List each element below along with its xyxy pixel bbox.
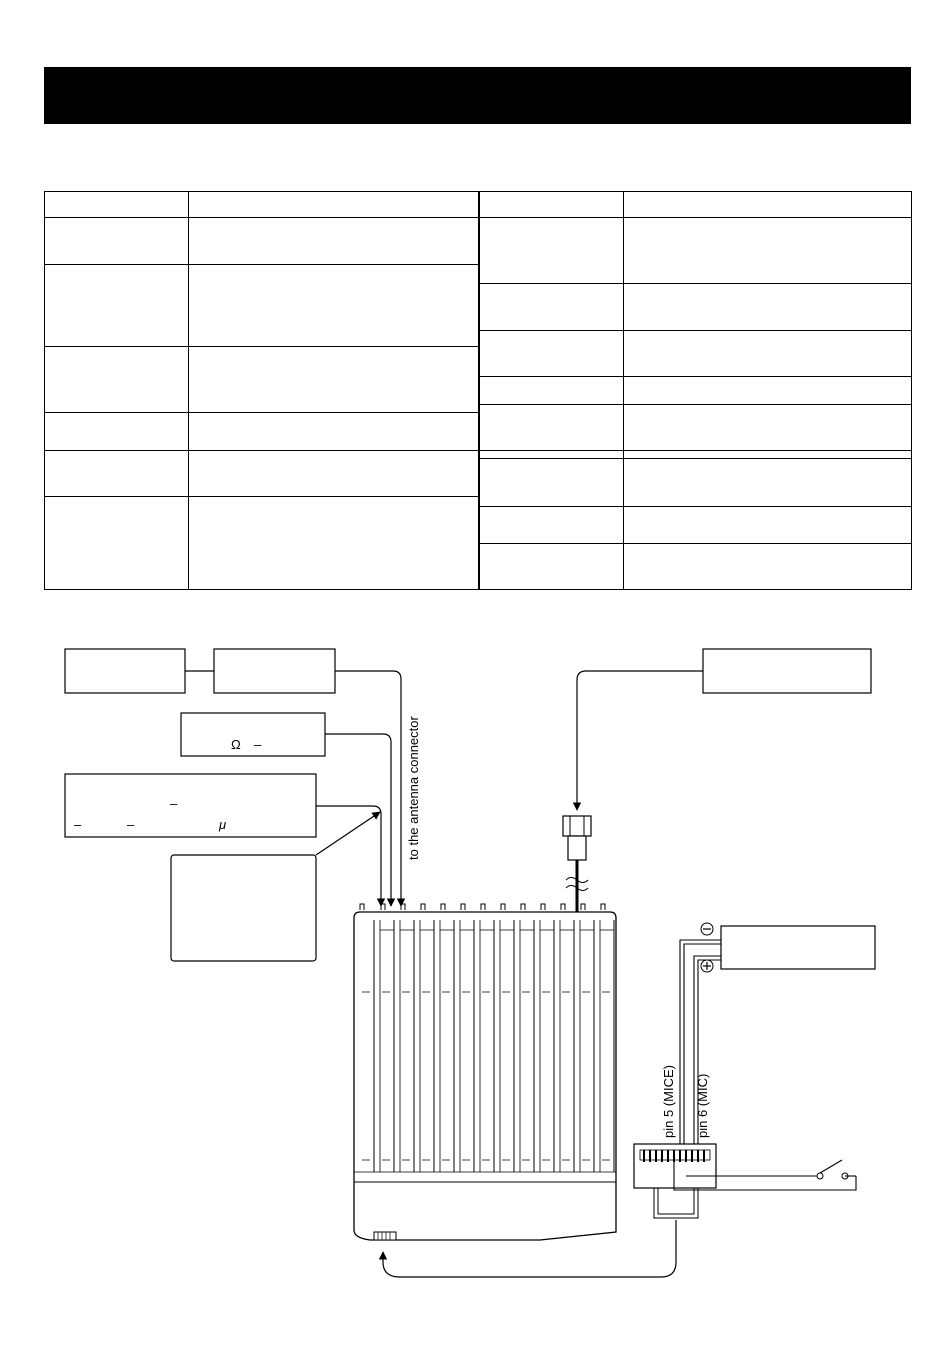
power-supply-box — [721, 926, 875, 969]
switch-lever — [820, 1160, 842, 1173]
accessory-plug — [563, 816, 591, 836]
switch-contact — [817, 1173, 823, 1179]
mic-spec-box — [65, 774, 316, 837]
note-box — [171, 855, 316, 961]
accessory-box — [703, 649, 871, 693]
mic-dash-3: – — [127, 817, 135, 832]
antenna-label: to the antenna connector — [406, 716, 421, 860]
ohm-symbol: Ω — [231, 737, 241, 752]
mic-connector — [634, 1144, 716, 1218]
mu-symbol: μ — [219, 817, 227, 832]
transceiver-unit — [354, 904, 616, 1240]
label-box-1 — [65, 649, 185, 693]
plug-body — [568, 836, 586, 860]
mic-dash-2: – — [74, 817, 82, 832]
speaker-box — [181, 713, 325, 756]
mic-dash-1: – — [170, 796, 178, 811]
note-pointer — [316, 812, 380, 855]
accessory-line — [577, 671, 703, 810]
speaker-dash: – — [254, 737, 262, 752]
mic-line — [316, 806, 381, 906]
rear-connector — [374, 1232, 396, 1240]
label-box-2 — [214, 649, 335, 693]
pin5-label: pin 5 (MICE) — [661, 1065, 676, 1138]
pin6-label: pin 6 (MIC) — [695, 1073, 710, 1138]
